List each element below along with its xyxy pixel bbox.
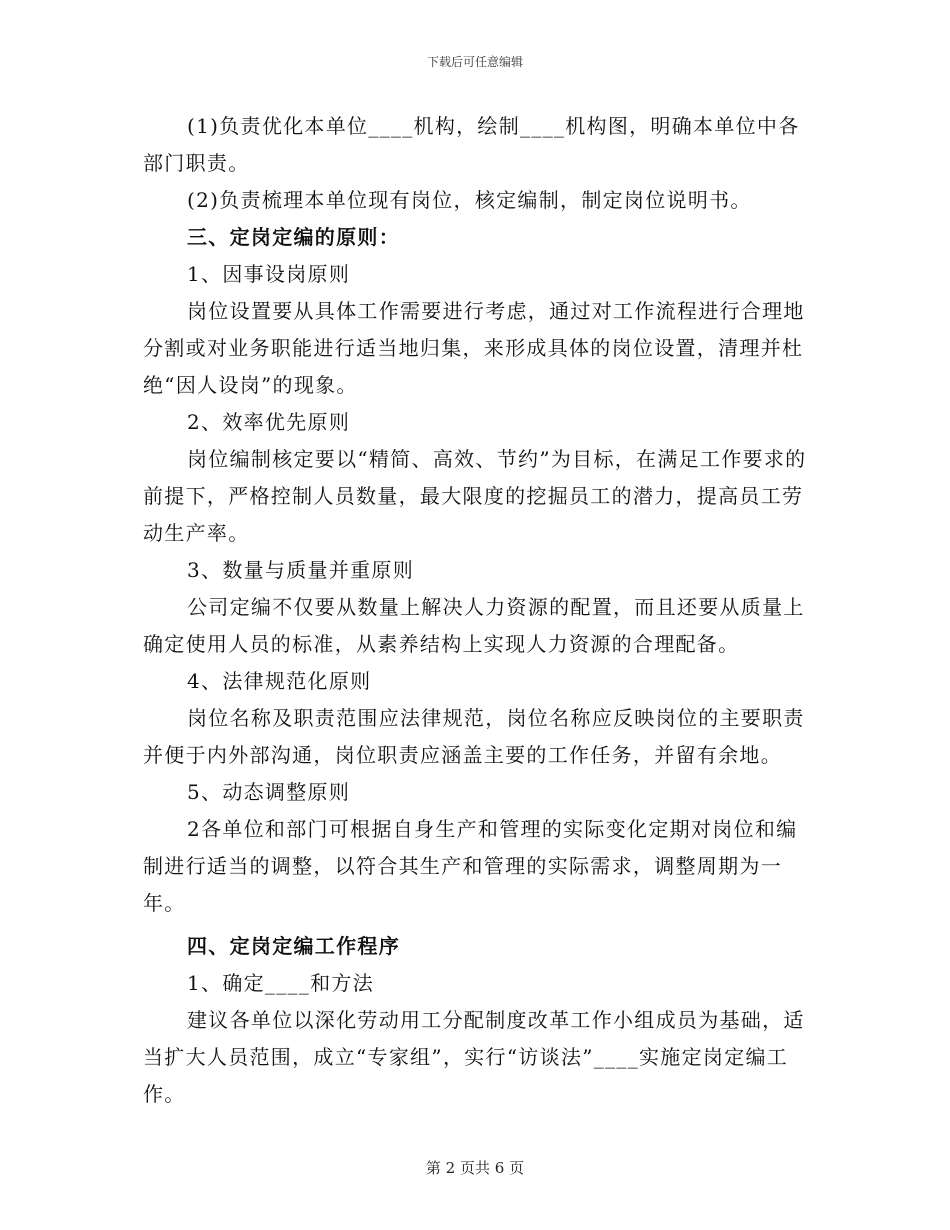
subheading-principle-3: 3、数量与质量并重原则 bbox=[187, 558, 415, 582]
subheading-principle-1: 1、因事设岗原则 bbox=[187, 262, 351, 286]
paragraph-principle-1: 岗位设置要从具体工作需要进行考虑，通过对工作流程进行合理地分割或对业务职能进行适当地归集，来形成具体的岗位设置，清理并杜绝“因人设岗”的现象。 bbox=[143, 299, 805, 397]
paragraph-principle-5: 2各单位和部门可根据自身生产和管理的实际变化定期对岗位和编制进行适当的调整，以符合其生产和管理的实际需求，调整周期为一年。 bbox=[143, 817, 798, 915]
subheading-principle-5: 5、动态调整原则 bbox=[187, 780, 351, 804]
paragraph-principle-4: 岗位名称及职责范围应法律规范，岗位名称应反映岗位的主要职责并便于内外部沟通，岗位职责应涵盖主要的工作任务，并留有余地。 bbox=[143, 706, 805, 767]
paragraph-duty-1: (1)负责优化本单位____机构，绘制____机构图，明确本单位中各部门职责。 bbox=[143, 114, 800, 175]
paragraph-duty-2: (2)负责梳理本单位现有岗位，核定编制，制定岗位说明书。 bbox=[187, 188, 752, 212]
subheading-principle-2: 2、效率优先原则 bbox=[187, 410, 351, 434]
page-footer: 第 2 页共 6 页 bbox=[425, 1159, 525, 1177]
subheading-procedure-1: 1、确定____和方法 bbox=[187, 971, 375, 995]
subheading-principle-4: 4、法律规范化原则 bbox=[187, 669, 372, 693]
section-heading-procedure: 四、定岗定编工作程序 bbox=[187, 934, 400, 958]
section-heading-principles: 三、定岗定编的原则： bbox=[187, 225, 400, 249]
page-header: 下载后可任意编辑 bbox=[426, 55, 523, 69]
paragraph-principle-3: 公司定编不仅要从数量上解决人力资源的配置，而且还要从质量上确定使用人员的标准，从素养结构上实现人力资源的合理配备。 bbox=[143, 595, 805, 656]
paragraph-principle-2: 岗位编制核定要以“精简、高效、节约”为目标，在满足工作要求的前提下，严格控制人员数量，最大限度的挖掘员工的潜力，提高员工劳动生产率。 bbox=[143, 447, 807, 545]
document-body bbox=[143, 108, 813, 1113]
paragraph-procedure-1: 建议各单位以深化劳动用工分配制度改革工作小组成员为基础，适当扩大人员范围，成立“专家组”，实行“访谈法”____实施定岗定编工作。 bbox=[143, 1008, 805, 1106]
